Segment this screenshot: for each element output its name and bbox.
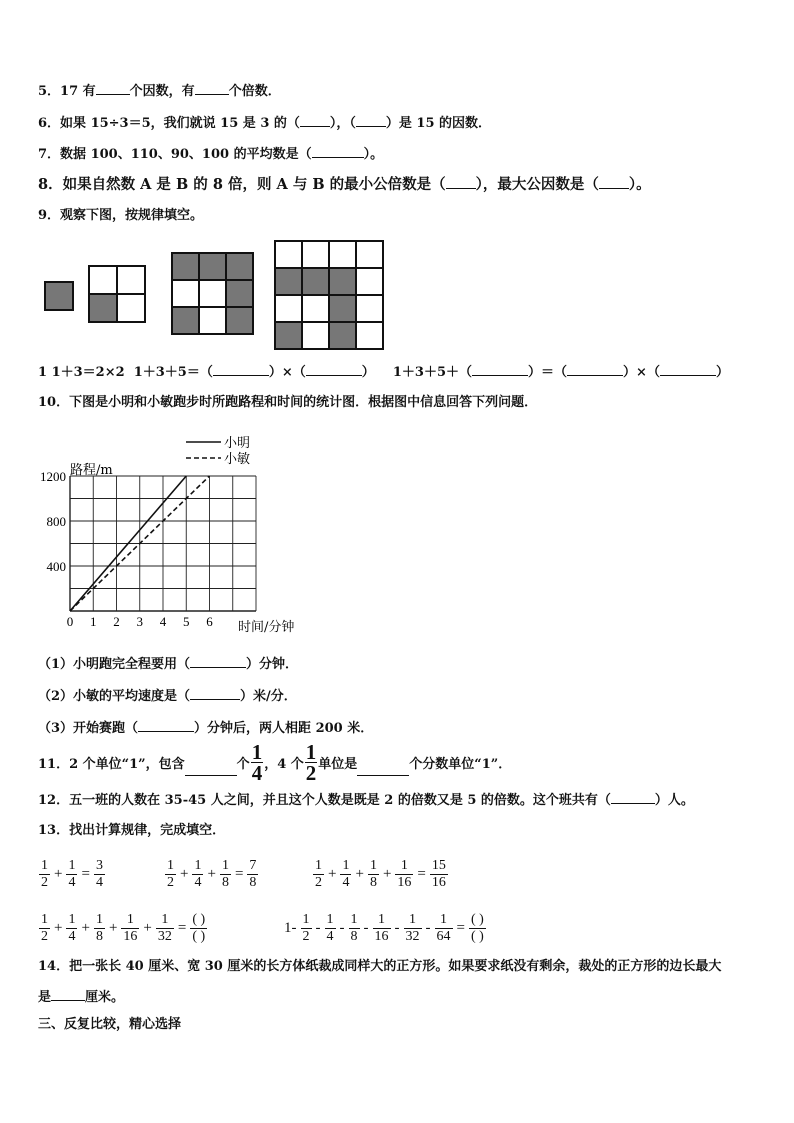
empty-square (356, 241, 383, 268)
operator: + (180, 866, 189, 882)
y-tick-label: 400 (46, 559, 66, 574)
pattern-equation-5 (284, 912, 487, 945)
x-tick-label: 2 (113, 614, 120, 629)
question-9-answers: 1 1＋3＝2×2 1＋3＋5＝（ ）×（ ） 1＋3＋5＋（ ）＝（ ）×（ ） (38, 365, 729, 380)
fraction: $\frac{1}{64}$ (436, 912, 451, 944)
empty-square (89, 266, 117, 294)
chart-grid (70, 476, 256, 611)
empty-square (275, 295, 302, 322)
operator: + (328, 866, 337, 882)
answer-blank[interactable] (599, 176, 629, 189)
shaded-square (172, 307, 199, 334)
operator: + (355, 866, 364, 882)
question-14-line-1: 14．把一张长 40 厘米、宽 30 厘米的长方体纸裁成同样大的正方形。如果要求纸没有剩余，裁处的正方形的边长最大 (38, 959, 722, 974)
pattern-equation-1 (38, 858, 106, 891)
operator: + (207, 866, 216, 882)
answer-blank[interactable] (190, 655, 246, 668)
fraction: $\frac{1}{2}$ (41, 858, 48, 890)
answer-blank[interactable] (660, 363, 716, 376)
square-figure-3 (171, 252, 254, 335)
fraction: $\frac{1}{4}$ (342, 858, 350, 890)
question-10-title: 10．下图是小明和小敏跑步时所跑路程和时间的统计图．根据图中信息回答下列问题． (38, 395, 538, 410)
answer-fraction: $\frac{3}{4}$ (95, 858, 103, 890)
operator: - (425, 920, 431, 936)
x-tick-label: 4 (159, 614, 167, 629)
operator: 1- (284, 920, 297, 936)
empty-square (275, 241, 302, 268)
answer-fraction: $\frac{15}{16}$ (431, 858, 446, 890)
fraction: $\frac{1}{16}$ (374, 912, 389, 944)
shaded-square (275, 268, 302, 295)
question-12: 12．五一班的人数在 35-45 人之间，并且这个人数是既是 2 的倍数又是 5 的倍数。这个班共有（ ）人。 (38, 793, 694, 808)
x-axis-label: 时间/分钟 (238, 620, 295, 635)
shaded-square (226, 307, 253, 334)
empty-square (329, 241, 356, 268)
shaded-square (89, 294, 117, 322)
y-tick-label: 800 (46, 514, 66, 529)
question-10-sub-2: （2）小敏的平均速度是（ ）米/分． (38, 689, 297, 704)
x-tick-label: 1 (90, 614, 97, 629)
operator: + (382, 866, 392, 882)
distance-time-chart (36, 428, 326, 640)
question-5: 5．17 有 个因数，有 个倍数． (38, 84, 281, 99)
answer-fraction: $\frac{( )}{( )}$ (192, 912, 206, 944)
shaded-square (329, 268, 356, 295)
empty-square (172, 280, 199, 307)
operator: = (417, 866, 426, 882)
fraction: $\frac{1}{32}$ (405, 912, 420, 944)
empty-square (199, 280, 226, 307)
fraction-one-quarter: 1 4 (251, 739, 263, 785)
operator: + (108, 920, 118, 936)
empty-square (356, 268, 383, 295)
square-figure-4 (274, 240, 384, 350)
shaded-square (199, 253, 226, 280)
fraction-one-half: 1 2 (305, 739, 317, 785)
operator: + (54, 866, 63, 882)
x-tick-label: 5 (183, 614, 190, 629)
fraction: $\frac{1}{8}$ (350, 912, 358, 944)
operator: = (234, 866, 244, 882)
answer-blank[interactable] (138, 719, 194, 732)
answer-blank[interactable] (446, 176, 476, 189)
operator: = (456, 920, 465, 936)
shaded-square (275, 322, 302, 349)
answer-blank[interactable] (312, 145, 364, 158)
question-10-sub-1: （1）小明跑完全程要用（ ）分钟． (38, 657, 299, 672)
y-tick-label: 1200 (40, 469, 66, 484)
empty-square (356, 295, 383, 322)
operator: + (54, 920, 63, 936)
fraction: $\frac{1}{4}$ (68, 912, 76, 944)
fraction: $\frac{1}{2}$ (41, 912, 48, 944)
shaded-square (226, 280, 253, 307)
x-tick-label: 6 (206, 614, 213, 629)
empty-square (302, 322, 329, 349)
operator: + (81, 920, 90, 936)
fraction: $\frac{1}{16}$ (123, 912, 138, 944)
answer-blank[interactable] (185, 763, 237, 776)
pattern-equation-3 (312, 858, 449, 891)
answer-blank[interactable] (357, 763, 409, 776)
question-9-title: 9．观察下图，按规律填空。 (38, 208, 204, 223)
fraction: $\frac{1}{16}$ (397, 858, 412, 890)
question-6: 6．如果 15÷3＝5，我们就说 15 是 3 的（ ），（ ）是 15 的因数． (38, 116, 492, 131)
empty-square (302, 241, 329, 268)
fraction: $\frac{1}{4}$ (326, 912, 334, 944)
answer-blank[interactable] (567, 363, 623, 376)
fraction: $\frac{1}{8}$ (221, 858, 229, 890)
question-13-title: 13．找出计算规律，完成填空． (38, 823, 226, 838)
question-8: 8．如果自然数 A 是 B 的 8 倍，则 A 与 B 的最小公倍数是（ ），最大公因数是（ ）。 (38, 176, 651, 193)
question-14-line-2: 是 厘米。 (38, 990, 125, 1005)
answer-blank[interactable] (96, 82, 130, 95)
fraction: $\frac{1}{2}$ (167, 858, 174, 890)
shaded-square (329, 295, 356, 322)
shaded-square (329, 322, 356, 349)
answer-blank[interactable] (195, 82, 229, 95)
answer-blank[interactable] (356, 114, 386, 127)
operator: = (177, 920, 187, 936)
section-3-heading: 三、反复比较，精心选择 (38, 1017, 182, 1032)
operator: = (81, 866, 90, 882)
shaded-square (45, 282, 73, 310)
empty-square (199, 307, 226, 334)
square-figure-1 (44, 281, 74, 311)
answer-fraction: $\frac{( )}{( )}$ (470, 912, 484, 944)
fraction: $\frac{1}{4}$ (68, 858, 76, 890)
empty-square (117, 266, 145, 294)
answer-fraction: $\frac{7}{8}$ (249, 858, 257, 890)
answer-blank[interactable] (306, 363, 362, 376)
empty-square (302, 295, 329, 322)
fraction: $\frac{1}{2}$ (302, 912, 310, 944)
empty-square (117, 294, 145, 322)
question-10-sub-3: （3）开始赛跑（ ）分钟后，两人相距 200 米． (38, 721, 374, 736)
fraction: $\frac{1}{8}$ (95, 912, 103, 944)
shaded-square (226, 253, 253, 280)
fraction: $\frac{1}{4}$ (194, 858, 202, 890)
pattern-equation-4 (38, 912, 208, 945)
operator: - (363, 920, 369, 936)
answer-blank[interactable] (213, 363, 269, 376)
answer-blank[interactable] (611, 791, 655, 804)
x-tick-label: 3 (136, 614, 143, 629)
square-figure-2 (88, 265, 146, 323)
x-tick-label: 0 (66, 614, 74, 629)
fraction: $\frac{1}{2}$ (315, 858, 322, 890)
operator: + (143, 920, 152, 936)
legend-label-1: 小明 (224, 436, 251, 451)
operator: - (315, 920, 321, 936)
y-axis-label: 路程/m (70, 463, 113, 478)
fraction: $\frac{1}{32}$ (157, 912, 172, 944)
answer-blank[interactable] (190, 687, 240, 700)
question-11: 11．2 个单位“1”，包含 个 1 4 ，4 个 1 2 单位是 个分数单位“1”． (38, 739, 512, 785)
shaded-square (172, 253, 199, 280)
answer-blank[interactable] (472, 363, 528, 376)
empty-square (356, 322, 383, 349)
legend-label-2: 小敏 (224, 452, 251, 467)
pattern-equation-2 (164, 858, 259, 891)
shaded-square (302, 268, 329, 295)
answer-blank[interactable] (300, 114, 330, 127)
operator: - (339, 920, 345, 936)
operator: - (394, 920, 400, 936)
question-7: 7．数据 100、110、90、100 的平均数是（ ）。 (38, 147, 384, 162)
fraction: $\frac{1}{8}$ (369, 858, 377, 890)
answer-blank[interactable] (51, 988, 85, 1001)
